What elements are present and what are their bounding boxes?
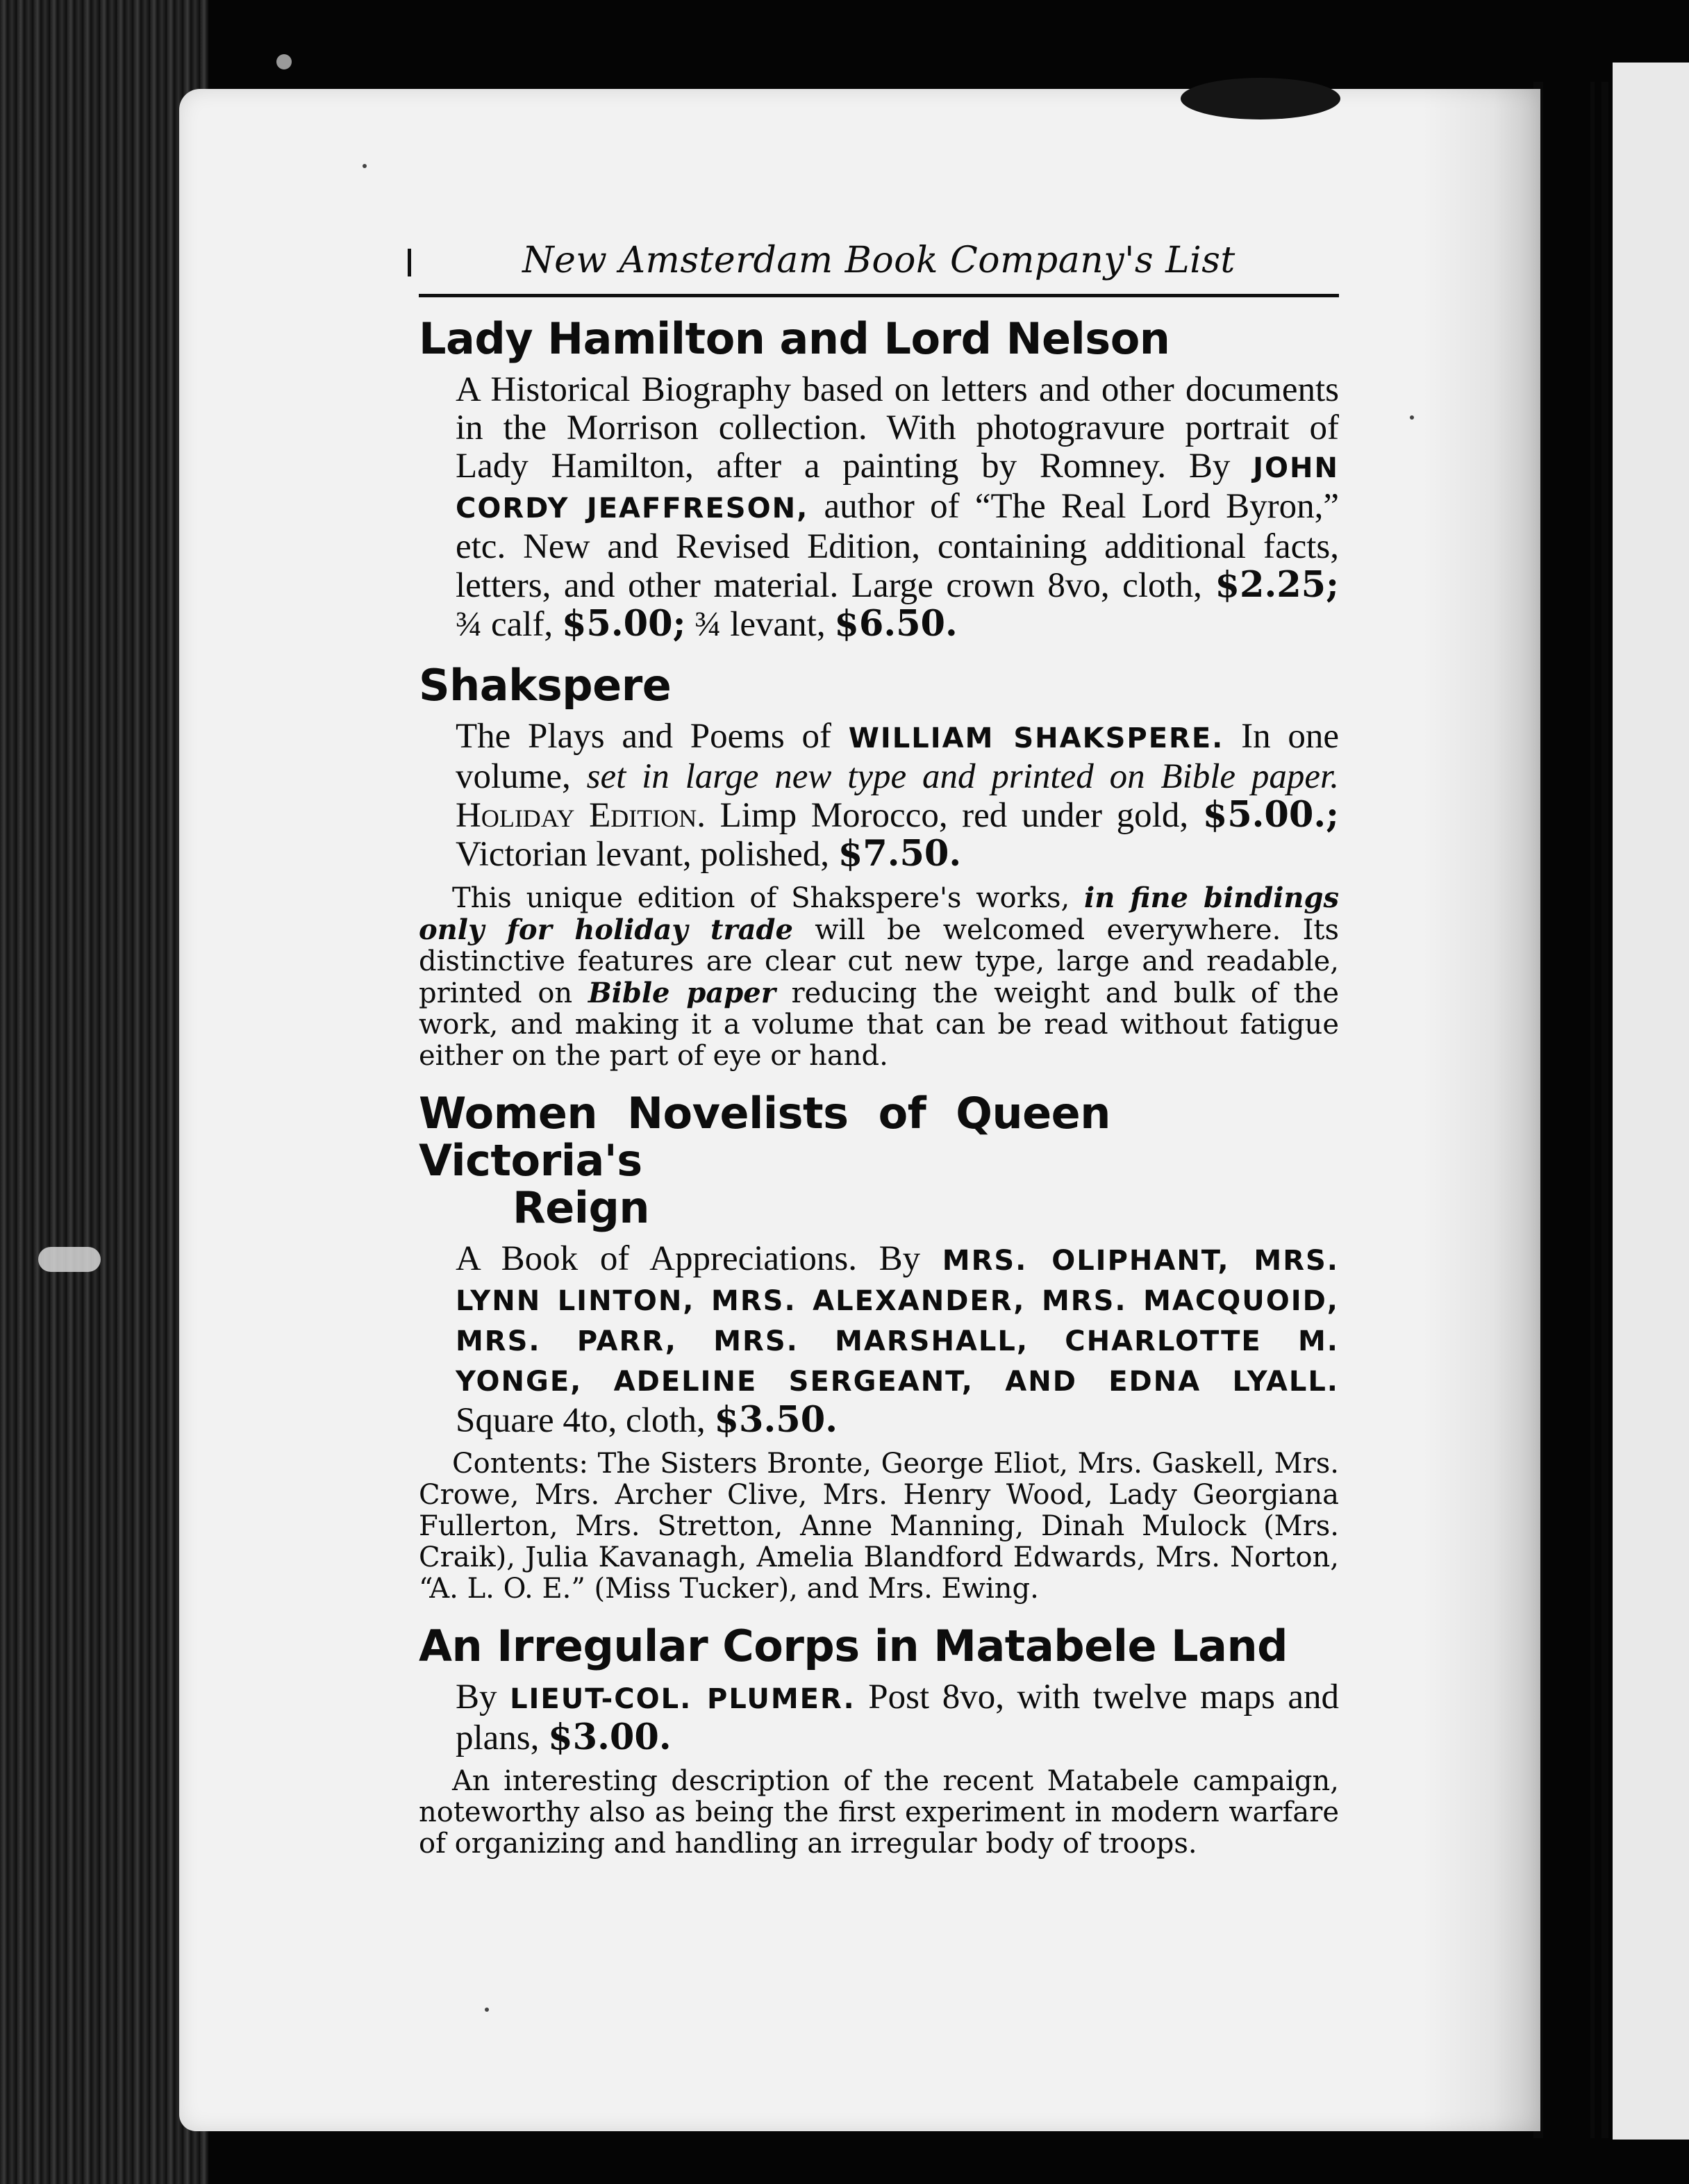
- entry-contents: Contents: The Sisters Bronte, George Eliot, Mrs. Gaskell, Mrs. Crowe, Mrs. Archer Clive, Mrs. Henry Wood, Lady Georgiana Fullerton, Mrs. Stretton, Anne Manning, Dinah Mulock (Mrs. Craik), Julia Kavanagh, Amelia Blandford Edwards, Mrs. Norton, “A. L. O. E.” (Miss Tucker), and Mrs. Ewing.: [419, 1448, 1339, 1605]
- cover-clasp: [38, 1247, 101, 1272]
- cover-rivet: [276, 54, 292, 69]
- page-mark: [408, 249, 411, 276]
- speck: [363, 164, 367, 168]
- running-head: New Amsterdam Book Company's List: [419, 233, 1339, 297]
- entry-description: The Plays and Poems of WILLIAM SHAKSPERE. In one volume, set in large new type and printed on Bible paper. Holiday Edition. Limp Morocco, red under gold, $5.00.; Victorian levant, polished, $7.50.: [456, 717, 1339, 875]
- price: $7.50.: [838, 833, 962, 875]
- entry-note: An interesting description of the recent Matabele campaign, noteworthy also as being the first experiment in modern warfare of organizing and handling an irregular body of troops.: [419, 1765, 1339, 1860]
- price: $3.00.: [548, 1716, 672, 1758]
- page-text: [419, 233, 1339, 1860]
- price: $6.50.: [834, 603, 958, 645]
- author-names: MRS. OLIPHANT, MRS. LYNN LINTON, MRS. ALEXANDER, MRS. MACQUOID, MRS. PARR, MRS. MARSHALL, CHARLOTTE M. YONGE, ADELINE SERGEANT, AND EDNA LYALL.: [456, 1245, 1339, 1398]
- page-curve-shadow: [1422, 89, 1540, 2131]
- author-name: LIEUT-COL. PLUMER.: [510, 1683, 856, 1715]
- price: $5.00;: [561, 603, 686, 645]
- book-cover-left: [0, 0, 208, 2184]
- entry-note: This unique edition of Shakspere's works, in fine bindings only for holiday trade will be welcomed everywhere. Its distinctive features are clear cut new type, large and readable, printed on Bible paper reducing the weight and bulk of the work, and making it a volume that can be read without fatigue either on the part of eye or hand.: [419, 882, 1340, 1072]
- thumb-smudge: [1181, 78, 1340, 119]
- price: $2.25;: [1215, 564, 1339, 606]
- entry-irregular-corps: [419, 1623, 1339, 1860]
- edition-name: Holiday Edition.: [456, 796, 706, 835]
- spine-shadow: [1590, 82, 1595, 2138]
- entry-description: A Historical Biography based on letters and other documents in the Morrison collection. With photogravure portrait of Lady Hamilton, after a painting by Romney. By JOHN CORDY JEAFFRESON, author of “The Real Lord Byron,” etc. New and Revised Edition, containing additional facts, letters, and other material. Large crown 8vo, cloth, $2.25; ¾ calf, $5.00; ¾ levant, $6.50.: [456, 370, 1340, 645]
- entry-title: Shakspere: [419, 660, 672, 711]
- price: $5.00.;: [1202, 794, 1339, 836]
- entry-description: By LIEUT-COL. PLUMER. Post 8vo, with twelve maps and plans, $3.00.: [456, 1678, 1339, 1758]
- italic-phrase: set in large new type and printed on Bible paper.: [586, 757, 1339, 796]
- speck: [1410, 415, 1414, 420]
- price: $3.50.: [714, 1399, 838, 1441]
- spine-shadow: [1601, 82, 1608, 2138]
- author-name: WILLIAM SHAKSPERE.: [848, 722, 1224, 754]
- italic-phrase: Bible paper: [588, 977, 776, 1009]
- entry-title: Women Novelists of Queen Victoria's Reign: [419, 1088, 1110, 1233]
- entry-title: Lady Hamilton and Lord Nelson: [419, 313, 1170, 364]
- entry-women-novelists: [419, 1090, 1339, 1605]
- entry-title: An Irregular Corps in Matabele Land: [419, 1621, 1288, 1671]
- entry-shakspere: [419, 662, 1339, 1072]
- facing-page-edge: [1613, 63, 1689, 2140]
- italic-phrase: in fine bindings only for holiday trade: [419, 882, 1339, 946]
- author-name: JOHN CORDY JEAFFRESON,: [456, 452, 1339, 524]
- entry-description: A Book of Appreciations. By MRS. OLIPHANT, MRS. LYNN LINTON, MRS. ALEXANDER, MRS. MACQUOID, MRS. PARR, MRS. MARSHALL, CHARLOTTE M. YONGE, ADELINE SERGEANT, AND EDNA LYALL. Square 4to, cloth, $3.50.: [456, 1239, 1339, 1441]
- entry-lady-hamilton: [419, 315, 1339, 644]
- speck: [485, 2008, 489, 2012]
